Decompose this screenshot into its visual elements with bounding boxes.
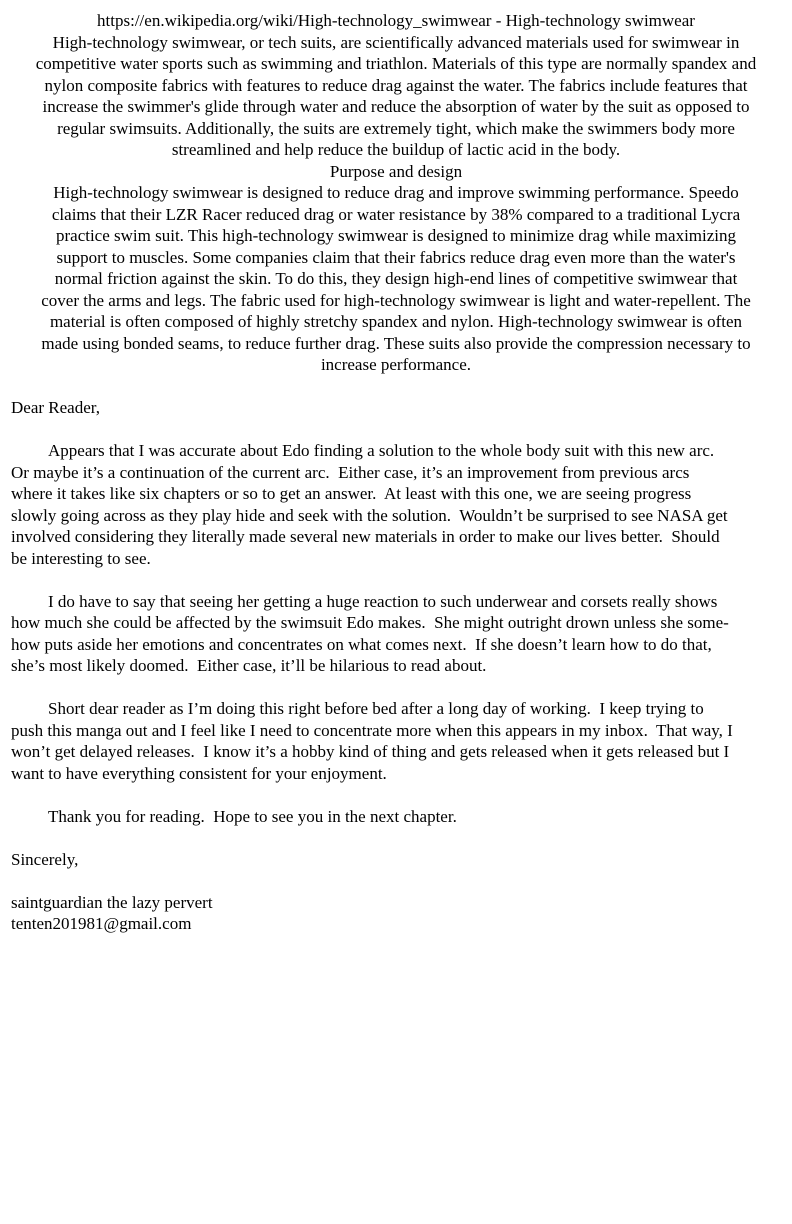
text-line: how puts aside her emotions and concentrates on what comes next. If she doesn’t learn how to do that, xyxy=(11,634,712,654)
text-line: regular swimsuits. Additionally, the suits are extremely tight, which make the swimmers body more xyxy=(57,118,735,138)
wiki-section-heading: Purpose and design xyxy=(329,161,463,181)
text-line: material is often composed of highly stretchy spandex and nylon. High-technology swimwear is often xyxy=(49,312,743,331)
wiki-source-line: https://en.wikipedia.org/wiki/High-technology_swimwear - High-technology swimwear xyxy=(97,11,695,30)
text-line: support to muscles. Some companies claim that their fabrics reduce drag even more than the water's xyxy=(56,247,736,267)
text-line: want to have everything consistent for your enjoyment. xyxy=(11,763,387,783)
text-line: made using bonded seams, to reduce further drag. These suits also provide the compression necessary to xyxy=(41,333,751,353)
letter-closing: Sincerely, xyxy=(11,849,79,869)
text-line: how much she could be affected by the swimsuit Edo makes. She might outright drown unless she some- xyxy=(11,613,729,632)
text-line: Thank you for reading. Hope to see you in the next chapter. xyxy=(48,806,457,826)
text-line: be interesting to see. xyxy=(11,548,151,568)
signature-block xyxy=(11,892,781,935)
letter xyxy=(11,397,781,935)
wiki-body-paragraph xyxy=(11,182,781,376)
text-line: Short dear reader as I’m doing this right before bed after a long day of working. I keep trying to xyxy=(48,699,704,718)
wiki-intro-paragraph xyxy=(11,32,781,161)
text-line: normal friction against the skin. To do this, they design high-end lines of competitive swimwear that xyxy=(54,269,738,288)
text-line: nylon composite fabrics with features to reduce drag against the water. The fabrics include features that xyxy=(44,75,748,95)
text-line: involved considering they literally made several new materials in order to make our lives better. Should xyxy=(11,527,720,546)
text-line: she’s most likely doomed. Either case, it’ll be hilarious to read about. xyxy=(11,656,487,675)
letter-paragraph-4 xyxy=(11,806,781,828)
signature-email: tenten201981@gmail.com xyxy=(11,914,192,933)
letter-paragraph-3 xyxy=(11,698,781,784)
letter-paragraph-1 xyxy=(11,440,781,569)
text-line: practice swim suit. This high-technology swimwear is designed to minimize drag while maximizing xyxy=(55,226,737,245)
text-line: slowly going across as they play hide and seek with the solution. Wouldn’t be surprised to see NASA get xyxy=(11,505,728,525)
text-line: competitive water sports such as swimming and triathlon. Materials of this type are normally spandex and xyxy=(35,54,757,73)
text-line: claims that their LZR Racer reduced drag or water resistance by 38% compared to a traditional Lycra xyxy=(51,204,741,224)
text-line: push this manga out and I feel like I need to concentrate more when this appears in my inbox. That way, I xyxy=(11,720,733,740)
text-line: I do have to say that seeing her getting a huge reaction to such underwear and corsets really shows xyxy=(48,591,718,611)
text-line: increase performance. xyxy=(320,355,472,374)
text-line: increase the swimmer's glide through water and reduce the absorption of water by the suit as opposed to xyxy=(42,97,750,116)
letter-paragraph-2 xyxy=(11,591,781,677)
text-line: won’t get delayed releases. I know it’s a hobby kind of thing and gets released when it gets released but I xyxy=(11,742,730,761)
text-line: cover the arms and legs. The fabric used for high-technology swimwear is light and water-repellent. The xyxy=(41,290,751,310)
wiki-excerpt xyxy=(11,10,781,376)
text-line: Or maybe it’s a continuation of the current arc. Either case, it’s an improvement from previous arcs xyxy=(11,462,690,482)
text-line: High-technology swimwear is designed to reduce drag and improve swimming performance. Speedo xyxy=(53,183,739,202)
text-line: Appears that I was accurate about Edo finding a solution to the whole body suit with this new arc. xyxy=(48,441,715,460)
letter-salutation: Dear Reader, xyxy=(11,398,100,417)
signature-name: saintguardian the lazy pervert xyxy=(11,892,213,912)
text-line: High-technology swimwear, or tech suits, are scientifically advanced materials used for swimwear in xyxy=(52,32,740,52)
text-line: streamlined and help reduce the buildup of lactic acid in the body. xyxy=(171,140,621,159)
text-line: where it takes like six chapters or so to get an answer. At least with this one, we are seeing progress xyxy=(11,484,692,503)
